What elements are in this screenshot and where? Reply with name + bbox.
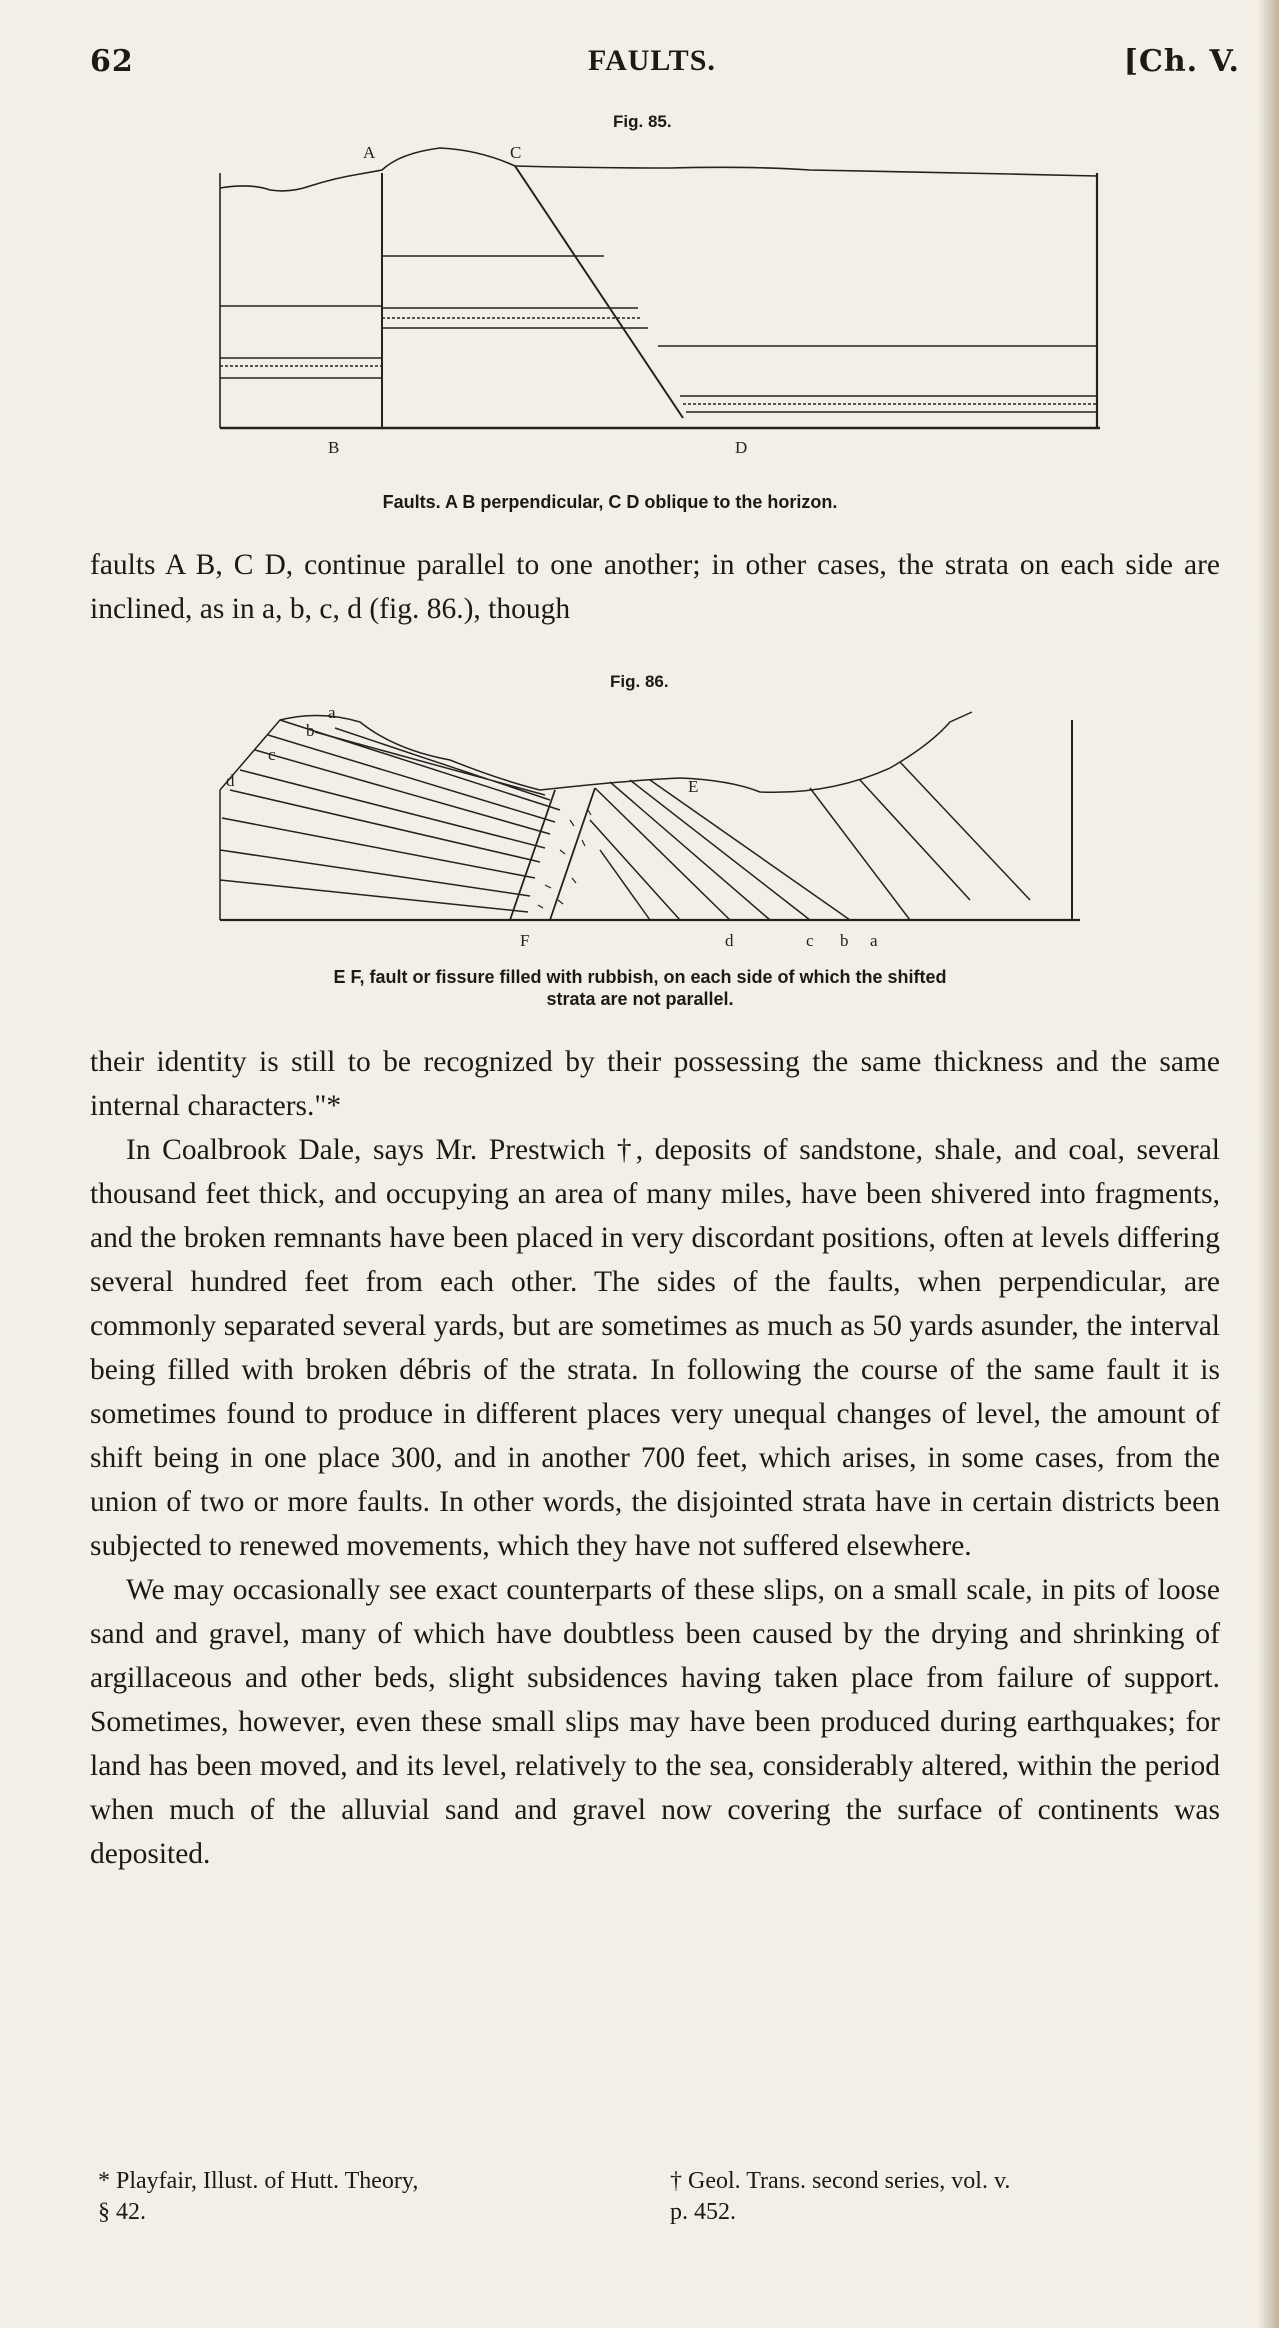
paragraph-2: their identity is still to be recognized by their possessing the same thickness and the same internal characters."* [90,1046,1220,1122]
footnote-1-line1: * Playfair, Illust. of Hutt. Theory, [98,2168,419,2194]
footnote-2-line1: † Geol. Trans. second series, vol. v. [670,2168,1011,2194]
label-A: A [363,143,376,162]
label-C: C [510,143,522,162]
page-header [90,44,1240,84]
paragraph-3: In Coalbrook Dale, says Mr. Prestwich †, deposits of sandstone, shale, and coal, several thousand feet thick, and occupying an area of many miles, have been shivered into fragments, and the broken remnants have been placed in very discordant positions, often at levels differing several hundred feet from each other. The sides of the faults, when perpendicular, are commonly separated several yards, but are sometimes as much as 50 yards asunder, the interval being filled with broken débris of the strata. In following the course of the same fault it is sometimes found to produce in different places very unequal changes of level, the amount of shift being in one place 300, and in another 700 feet, which arises, in some cases, from the union of two or more faults. In other words, the disjointed strata have in certain districts been subjected to renewed movements, which they have not suffered elsewhere. [90,1134,1220,1562]
label-b-right: b [840,931,849,950]
running-title: FAULTS. [588,44,716,77]
paragraph-1 [90,543,1220,631]
footnote-2-line2: p. 452. [670,2199,736,2225]
label-E: E [688,777,699,796]
figure-86-caption [160,966,1120,1010]
chapter-marker: [Ch. V. [1123,44,1240,79]
label-c-right: c [806,931,814,950]
figure-86-caption-line1: E F, fault or fissure filled with rubbish, on each side of which the shifted [333,967,947,987]
label-a-left: a [328,703,336,722]
label-a-right: a [870,931,878,950]
figure-85-title: Fig. 85. [613,112,672,131]
label-b-left: b [306,721,315,740]
figure-86-diagram [210,700,1110,960]
label-c-left: c [268,745,276,764]
page-spine-shadow [1257,0,1279,2328]
footnote-2 [670,2166,1010,2228]
label-d-right: d [725,931,734,950]
label-F: F [520,931,530,950]
footnote-1-line2: § 42. [98,2199,146,2225]
main-text [90,1040,1220,1876]
figure-86-caption-line2: strata are not parallel. [546,989,734,1009]
paragraph-1-text: faults A B, C D, continue parallel to one another; in other cases, the strata on each side are inclined, as in a, b, c, d (fig. 86.), though [90,549,1220,625]
figure-86-title: Fig. 86. [610,672,669,691]
footnote-1 [98,2166,418,2228]
paragraph-4: We may occasionally see exact counterparts of these slips, on a small scale, in pits of loose sand and gravel, many of which have doubtless been caused by the drying and shrinking of argillaceous and other beds, slight subsidences having taken place from failure of support. Sometimes, however, even these small slips may have been produced during earthquakes; for land has been moved, and its level, relatively to the sea, considerably altered, within the period when much of the alluvial sand and gravel now covering the surface of continents was deposited. [90,1574,1220,1870]
label-D: D [735,438,748,457]
page-number: 62 [90,44,134,79]
figure-85-diagram [210,128,1110,463]
label-B: B [328,438,340,457]
label-d-left: d [226,771,235,790]
figure-85-caption: Faults. A B perpendicular, C D oblique to the horizon. [382,492,838,512]
